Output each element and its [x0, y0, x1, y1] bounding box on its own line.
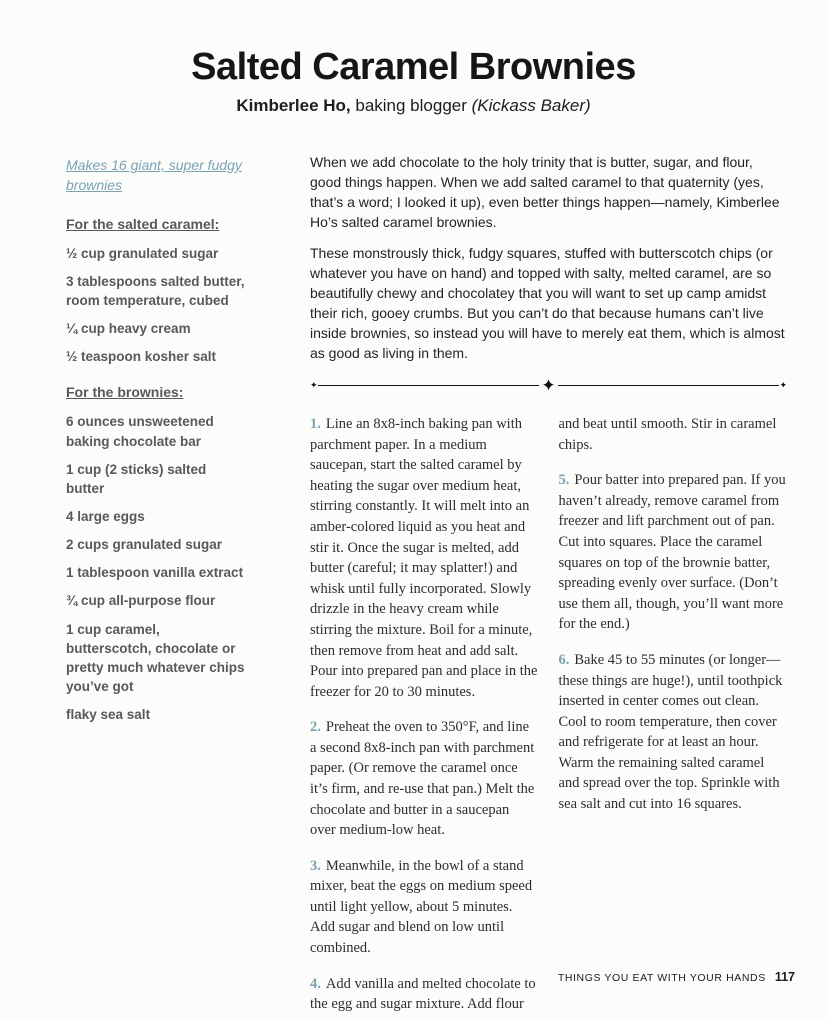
- page-number: 117: [774, 970, 795, 984]
- intro-paragraph: When we add chocolate to the holy trinity that is butter, sugar, and flour, good things happen. When we add salted caramel to that quaternity (yes, that’s a word; I looked it up), even better things happen—namely, Kimberlee Ho’s salted caramel brownies.: [310, 154, 780, 231]
- star-icon: ✦: [779, 380, 787, 391]
- ingredient-item: 4 large eggs: [66, 509, 145, 524]
- ingredient-section-heading-caramel: For the salted caramel:: [66, 215, 220, 232]
- recipe-step-3: [310, 856, 539, 959]
- blog-name: (Kickass Baker): [471, 96, 591, 115]
- step-text: and beat until smooth. Stir in caramel chips.: [558, 416, 777, 453]
- recipe-step-4: [310, 974, 539, 1015]
- recipe-main: [310, 152, 787, 1020]
- ingredient-item: 1 cup (2 sticks) salted butter: [66, 461, 207, 496]
- divider-rule: [558, 385, 780, 386]
- ingredient-item: ¾ cup all-purpose flour: [66, 593, 216, 609]
- step-number: 3.: [310, 857, 321, 874]
- section-divider: [310, 377, 787, 394]
- step-text: Pour batter into prepared pan. If you haven’t already, remove caramel from freezer and lift parchment out of pan. Cut into squares. Place the caramel squares on top of the brownie batter, spreading evenly over surface. (Don’t use them all, though, you’ll want more for the end.): [558, 472, 786, 633]
- intro-paragraph: These monstrously thick, fudgy squares, stuffed with butterscotch chips (or whatever you have on hand) and topped with salty, melted caramel, are so beautifully chewy and chocolatey that you will want to set up camp amidst their rich, gooey crumbs. But you can’t do that because humans can’t live inside brownies, so instead you will have to merely eat them, which is almost as good as living in them.: [310, 245, 785, 362]
- step-text: Bake 45 to 55 minutes (or longer—these things are huge!), until toothpick inserted in center comes out clean. Cool to room temperature, then cover and refrigerate for at least an hour. Warm the remaining salted caramel and spread over the top. Sprinkle with sea salt and cut into 16 squares.: [558, 651, 783, 812]
- ingredient-section-heading-brownies: For the brownies:: [66, 384, 184, 401]
- page-footer: [558, 970, 795, 984]
- page-title: Salted Caramel Brownies: [191, 46, 636, 88]
- ingredients-sidebar: [66, 152, 248, 733]
- author-role: baking blogger: [350, 96, 472, 115]
- ingredient-item: 1 cup caramel, butterscotch, chocolate or pretty much whatever chips you’ve got: [66, 621, 245, 695]
- step-number: 2.: [310, 719, 321, 736]
- step-text: Add vanilla and melted chocolate to the egg and sugar mixture. Add flour: [310, 975, 536, 1013]
- ingredient-item: 1 tablespoon vanilla extract: [66, 565, 244, 581]
- recipe-step-6: [559, 650, 788, 815]
- ingredient-item: ¼ cup heavy cream: [66, 321, 191, 337]
- page-body: [0, 116, 827, 1020]
- step-text: Line an 8x8-inch baking pan with parchment paper. In a medium saucepan, start the salted caramel by heating the sugar over medium heat, stirring constantly. It will melt into an amber-colored liquid as you heat and stir it. Once the sugar is melted, add butter (careful; it may splatter!) and whisk until fully incorporated. Slowly drizzle in the heavy cream while stirring the mixture. Boil for a minute, then remove from heat and add salt. Pour into prepared pan and place in the freezer for 20 to 30 minutes.: [310, 416, 538, 700]
- recipe-step-2: [310, 717, 539, 840]
- step-text: Meanwhile, in the bowl of a stand mixer, beat the eggs on medium speed until light yellow, about 5 minutes. Add sugar and blend on low until combined.: [310, 857, 533, 957]
- step-number: 4.: [310, 975, 321, 992]
- star-icon: ✦: [310, 380, 318, 391]
- divider-rule: [318, 385, 540, 386]
- instructions: [310, 414, 787, 1020]
- steps-column-left: [310, 414, 539, 1020]
- ingredient-item: 3 tablespoons salted butter, room temperature, cubed: [66, 273, 245, 308]
- step-text: Preheat the oven to 350°F, and line a second 8x8-inch pan with parchment paper. (Or remove the caramel once it’s firm, and re-use that pan.) Melt the chocolate and butter in a saucepan over medium-low heat.: [310, 719, 535, 839]
- yield-note: Makes 16 giant, super fudgy brownies: [66, 157, 242, 194]
- author-name: Kimberlee Ho,: [236, 96, 351, 115]
- ingredient-item: ½ cup granulated sugar: [66, 245, 219, 261]
- byline: [0, 96, 827, 116]
- ingredient-item: ½ teaspoon kosher salt: [66, 349, 217, 365]
- steps-column-right: [559, 414, 788, 1020]
- recipe-step-5: [559, 470, 788, 635]
- ingredient-item: 6 ounces unsweetened baking chocolate bar: [66, 414, 214, 449]
- step-number: 1.: [310, 416, 321, 433]
- step-number: 5.: [558, 472, 570, 489]
- recipe-header: [0, 0, 827, 116]
- recipe-step-4-continued: [559, 414, 788, 455]
- ingredient-item: flaky sea salt: [66, 707, 151, 723]
- recipe-step-1: [310, 414, 539, 702]
- running-footer-text: THINGS YOU EAT WITH YOUR HANDS: [557, 972, 766, 984]
- step-number: 6.: [558, 651, 570, 668]
- ingredient-item: 2 cups granulated sugar: [66, 537, 223, 553]
- star-icon: ✦: [541, 376, 556, 396]
